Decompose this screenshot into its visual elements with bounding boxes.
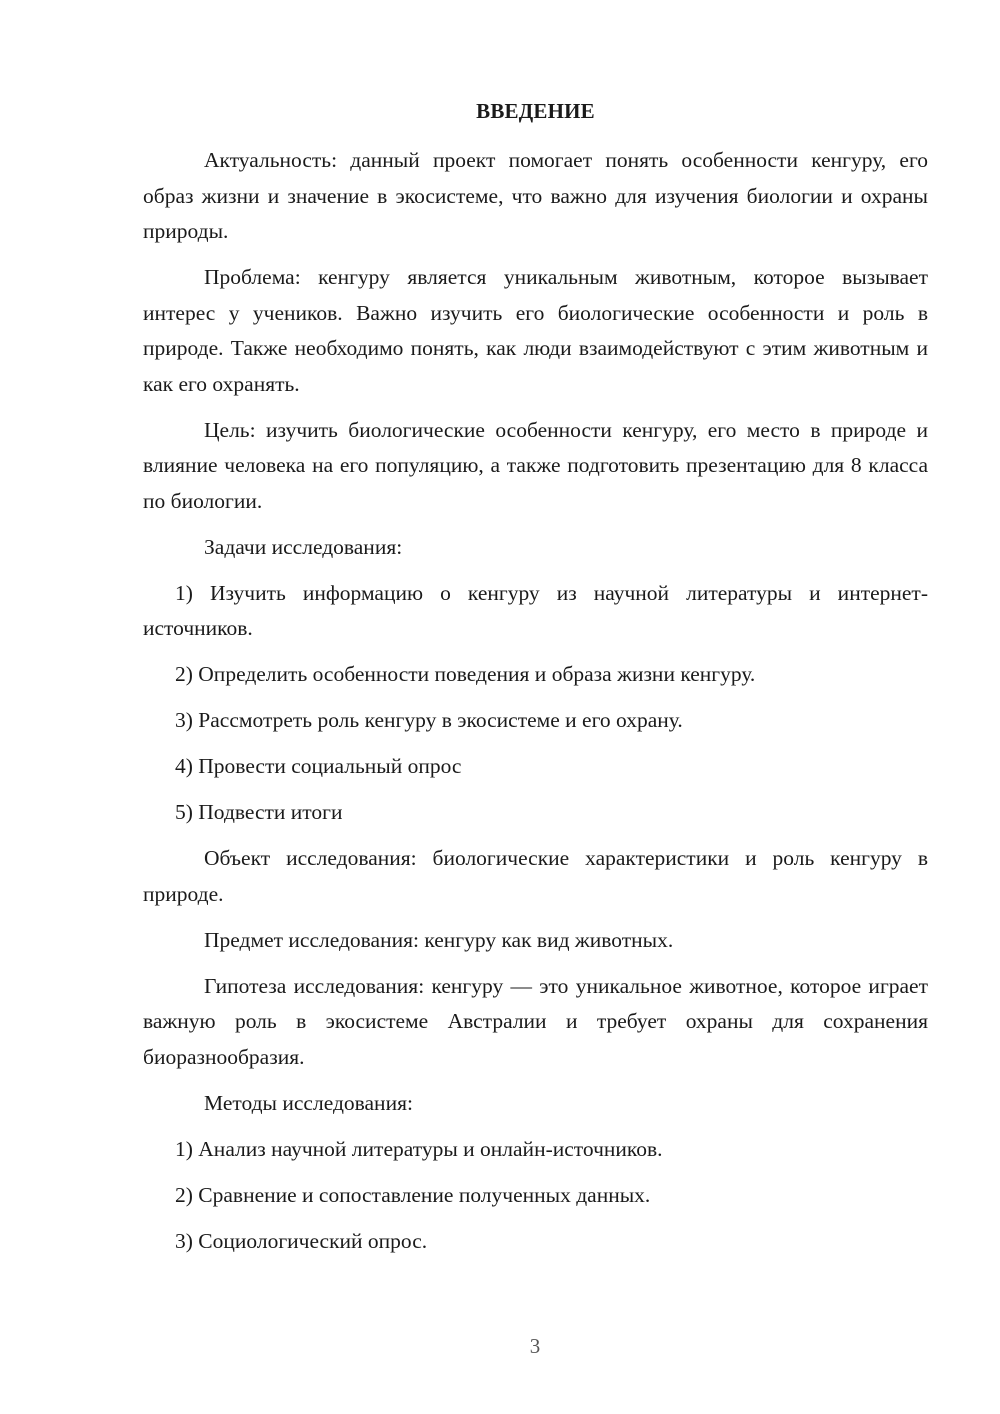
relevance-paragraph: Актуальность: данный проект помогает понять особенности кенгуру, его образ жизни и значение в экосистеме, что важно для изучения биологии и охраны природы.	[143, 148, 928, 243]
method-item-3: 3) Социологический опрос.	[175, 1228, 428, 1253]
method-item-1: 1) Анализ научной литературы и онлайн-источников.	[175, 1136, 663, 1161]
hypothesis-paragraph: Гипотеза исследования: кенгуру — это уникальное животное, которое играет важную роль в экосистеме Австралии и требует охраны для сохранения биоразнообразия.	[143, 973, 928, 1069]
problem-paragraph: Проблема: кенгуру является уникальным животным, которое вызывает интерес у учеников. Важно изучить его биологические особенности и роль в природе. Также необходимо понять, как люди взаимодействуют с этим животным и как его охранять.	[143, 265, 928, 396]
document-page	[143, 93, 928, 1270]
task-item-5: 5) Подвести итоги	[175, 800, 343, 824]
task-item-3: 3) Рассмотреть роль кенгуру в экосистеме и его охрану.	[175, 708, 683, 732]
goal-paragraph: Цель: изучить биологические особенности кенгуру, его место в природе и влияние человека на его популяцию, а также подготовить презентацию для 8 класса по биологии.	[143, 417, 928, 513]
methods-heading: Методы исследования:	[204, 1090, 413, 1115]
method-item-2: 2) Сравнение и сопоставление полученных данных.	[175, 1182, 651, 1207]
tasks-heading: Задачи исследования:	[204, 534, 403, 559]
object-paragraph: Объект исследования: биологические характеристики и роль кенгуру в природе.	[143, 846, 928, 906]
subject-paragraph: Предмет исследования: кенгуру как вид животных.	[204, 927, 674, 952]
task-item-2: 2) Определить особенности поведения и образа жизни кенгуру.	[175, 662, 756, 686]
page-title: ВВЕДЕНИЕ	[476, 99, 595, 123]
task-item-1: 1) Изучить информацию о кенгуру из научной литературы и интернет-источников.	[143, 580, 928, 640]
task-item-4: 4) Провести социальный опрос	[175, 754, 462, 778]
page-number: 3	[529, 1334, 541, 1358]
